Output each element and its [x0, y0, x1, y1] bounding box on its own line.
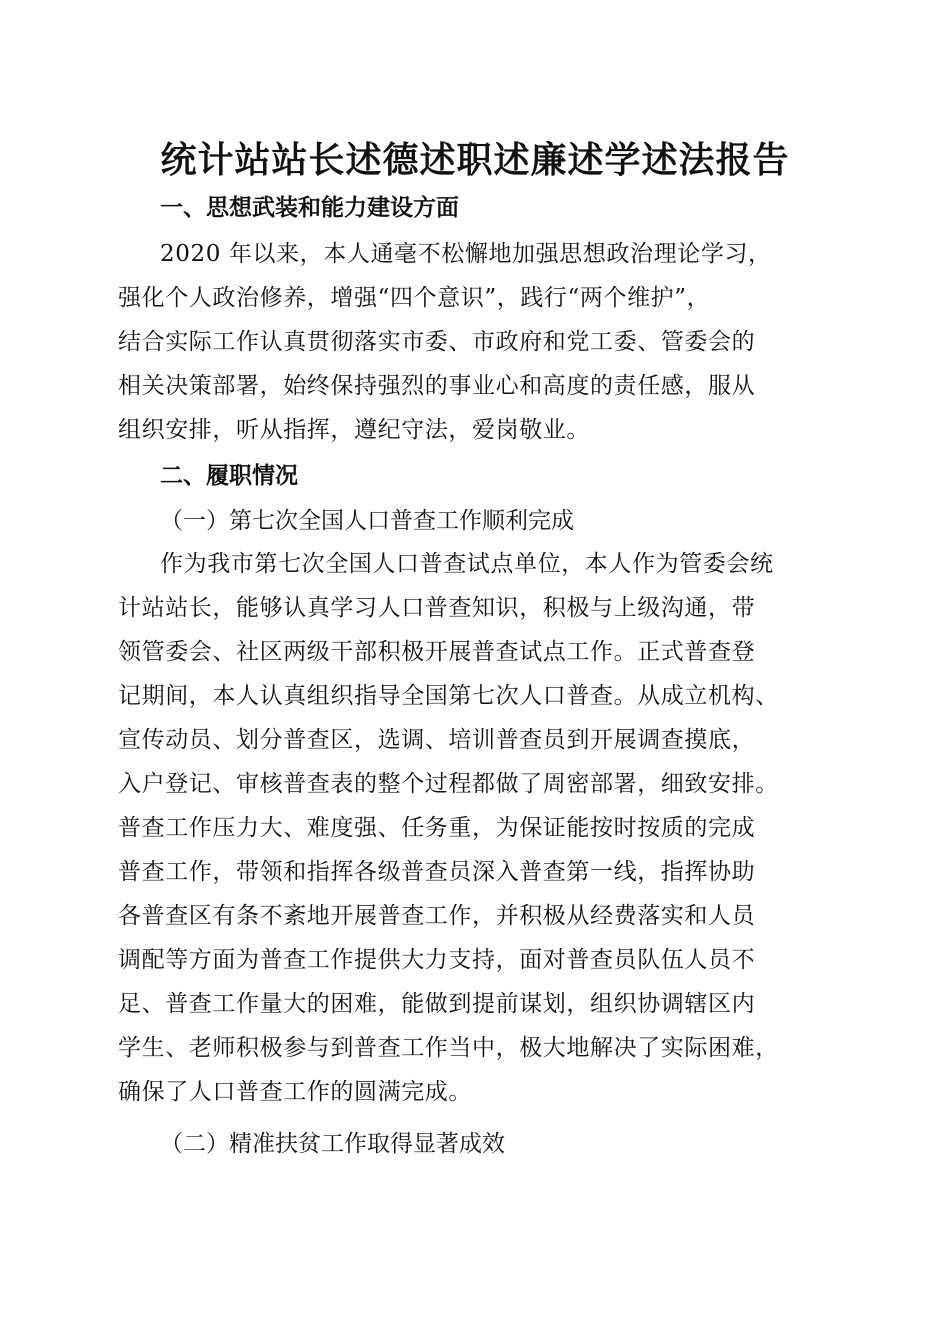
paragraph-line: 普查工作压力大、难度强、任务重，为保证能按时按质的完成	[118, 815, 756, 841]
paragraph-line: 领管委会、社区两级干部积极开展普查试点工作。正式普查登	[118, 639, 756, 665]
subsection-heading-1: （一）第七次全国人口普查工作顺利完成	[160, 508, 574, 534]
paragraph-line: 相关决策部署，始终保持强烈的事业心和高度的责任感，服从	[118, 373, 756, 399]
paragraph-line: 确保了人口普查工作的圆满完成。	[118, 1079, 472, 1105]
subsection-heading-2: （二）精准扶贫工作取得显著成效	[160, 1131, 505, 1157]
paragraph-line: 结合实际工作认真贯彻落实市委、市政府和党工委、管委会的	[118, 329, 756, 355]
document-title: 统计站站长述德述职述廉述学述法报告	[160, 139, 790, 181]
paragraph-line: 组织安排，听从指挥，遵纪守法，爱岗敬业。	[118, 417, 590, 443]
paragraph-line: 入户登记、审核普查表的整个过程都做了周密部署，细致安排。	[118, 771, 779, 797]
paragraph-line: 强化个人政治修养，增强“四个意识”，践行“两个维护”，	[118, 285, 711, 311]
paragraph-line: 学生、老师积极参与到普查工作当中，极大地解决了实际困难，	[118, 1035, 779, 1061]
paragraph-line: 调配等方面为普查工作提供大力支持，面对普查员队伍人员不	[118, 947, 756, 973]
paragraph-line: 足、普查工作量大的困难，能做到提前谋划，组织协调辖区内	[118, 991, 756, 1017]
paragraph-line: 2020 年以来，本人通毫不松懈地加强思想政治理论学习，	[160, 241, 772, 267]
paragraph-line: 普查工作，带领和指挥各级普查员深入普查第一线，指挥协助	[118, 859, 756, 885]
paragraph-line: 记期间，本人认真组织指导全国第七次人口普查。从成立机构、	[118, 683, 779, 709]
paragraph-line: 各普查区有条不紊地开展普查工作，并积极从经费落实和人员	[118, 903, 756, 929]
paragraph-line: 作为我市第七次全国人口普查试点单位，本人作为管委会统	[160, 551, 774, 577]
paragraph-line: 宣传动员、划分普查区，选调、培训普查员到开展调查摸底，	[118, 727, 756, 753]
section-heading-1: 一、思想武装和能力建设方面	[160, 195, 459, 221]
paragraph-line: 计站站长，能够认真学习人口普查知识，积极与上级沟通，带	[118, 595, 756, 621]
section-heading-2: 二、履职情况	[160, 463, 298, 489]
